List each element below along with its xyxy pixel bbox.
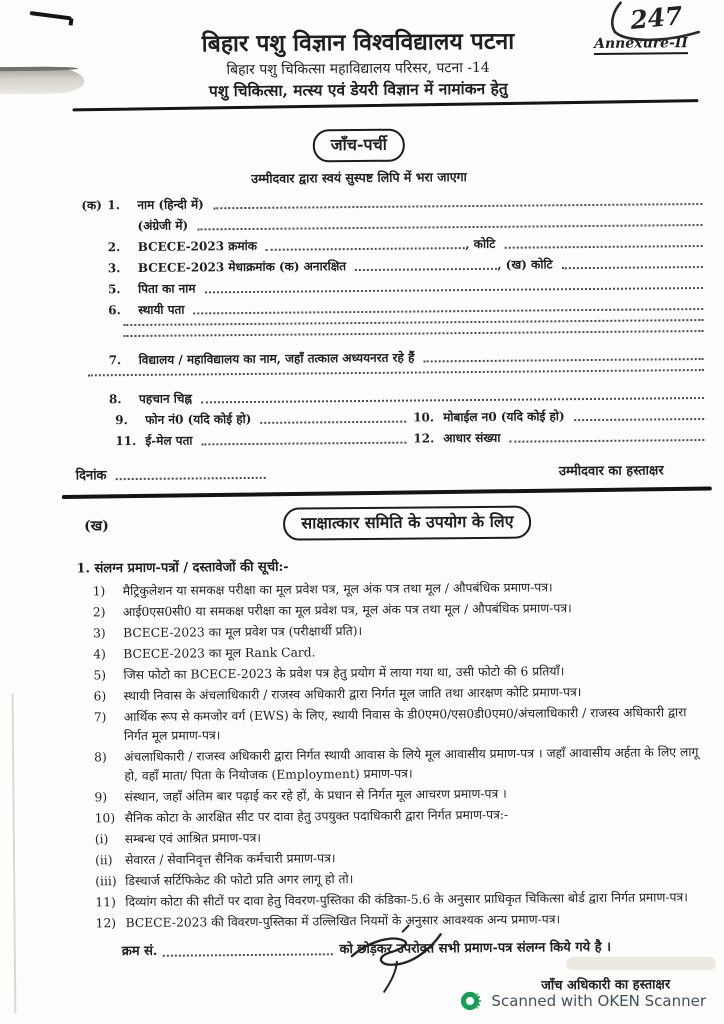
name-english-blank: [197, 214, 702, 230]
scanner-footer: [460, 990, 706, 1012]
field-number: 1.: [107, 198, 120, 213]
fill-instruction: उम्मीदवार द्वारा स्वयं सुस्पष्ट लिपि में भरा जाएगा: [251, 169, 467, 186]
field-number: 9.: [115, 413, 128, 428]
item-number: 7): [93, 709, 107, 724]
campus-subtitle: बिहार पशु चिकित्सा महाविद्यालय परिसर, पटना -14: [226, 59, 490, 79]
checklist-item: [93, 640, 705, 664]
signature-accent: [403, 926, 409, 932]
item-number: (ii): [94, 852, 113, 867]
item-number: 2): [92, 604, 106, 619]
checklist-item: [95, 825, 707, 849]
item-number: 4): [93, 646, 106, 661]
field-number: 2.: [107, 240, 121, 255]
item-number: 9): [94, 789, 108, 804]
section-b-header: [84, 503, 706, 541]
form-row-phone-mobile: [83, 408, 705, 428]
spacer: [83, 434, 109, 449]
form-row-idmark: [83, 387, 705, 407]
date-blank: [115, 464, 265, 480]
closing-suffix: को छोड़कर उपरोक्त सभी प्रमाण-पत्र संलग्न किये गये है ।: [339, 939, 612, 957]
scan-edge-line: [12, 693, 17, 1013]
name-english-label: (अंग्रेजी में): [137, 218, 189, 233]
checklist-item: [94, 703, 706, 746]
address-blank-3: [123, 330, 703, 337]
item-number: 10): [94, 810, 116, 825]
address-continuation-line: [118, 330, 704, 340]
oken-scanner-logo-icon: [460, 990, 482, 1012]
merit-category-blank: [562, 256, 703, 269]
item-text: स्थायी निवास के अंचलाधिकारी / राजस्व अधिकारी द्वारा निर्गत मूल जाति तथा आरक्षण कोटि प्रमाण-पत्र।: [123, 684, 582, 703]
checklist-item: [95, 888, 707, 912]
date-label: दिनांक: [75, 468, 107, 484]
field-number: 11.: [115, 433, 137, 449]
checklist-item: [93, 577, 705, 601]
merit-category-label: , (ख) कोटि: [497, 257, 553, 272]
roll-category-label: , कोटि: [465, 236, 496, 252]
item-number: 11): [95, 894, 116, 909]
mobile-blank: [574, 408, 705, 421]
form-row-email-aadhaar: [83, 429, 705, 449]
name-hindi-label: नाम (हिन्दी में): [137, 197, 204, 212]
item-text: आर्थिक रूप से कमजोर वर्ग (EWS) के लिए, स्थायी निवास के डी0एम0/एस0डी0एम0/अंचलाधिकारी / राजस्व अधिकारी द्वारा निर्गत मूल प्रमाण-पत्र।: [123, 704, 687, 743]
form-row-address: [82, 298, 704, 318]
item-number: 3): [92, 625, 106, 640]
phone-label: फोन नं0 (यदि कोई हो): [145, 411, 252, 427]
spacer: [82, 303, 108, 318]
email-label: ई-मेल पता: [145, 433, 193, 448]
checklist-item: [93, 598, 705, 622]
spacer: [83, 353, 109, 368]
item-text: सैनिक कोटा के आरक्षित सीट पर दावा हेतु उपयुक्त पदाधिकारी द्वारा निर्गत प्रमाण-पत्र:-: [124, 807, 509, 825]
field-number: 5.: [107, 282, 121, 297]
school-blank-2: [88, 369, 704, 376]
spacer: [83, 413, 109, 428]
date-signature-row: [76, 460, 664, 483]
school-continuation-line: [83, 369, 705, 379]
field-number: 8.: [108, 392, 122, 407]
form-row-father: [82, 277, 704, 297]
signature-stroke: [352, 934, 441, 965]
address-continuation-line: [118, 319, 704, 329]
aadhaar-blank: [509, 429, 704, 443]
document-header: [0, 0, 720, 103]
idmark-blank: [201, 387, 704, 403]
field-number: 10.: [413, 410, 435, 425]
candidate-form: [0, 193, 723, 450]
signature-tail: [384, 962, 397, 992]
checklist-item: [93, 661, 705, 685]
father-name-label: पिता का नाम: [137, 281, 196, 296]
documents-checklist: [93, 577, 708, 933]
form-row-roll: [82, 235, 704, 255]
roll-category-blank: [504, 235, 703, 249]
checklist-item: [95, 804, 707, 828]
checklist-item: [94, 743, 706, 786]
scanner-footer-text: Scanned with OKEN Scanner: [491, 992, 706, 1010]
annexure-label: Annexure-II: [594, 35, 688, 55]
form-row-merit: [82, 256, 704, 276]
mobile-col: [413, 408, 705, 426]
item-number: 1): [92, 583, 106, 598]
phone-col: [115, 411, 407, 429]
roll-label: BCECE-2023 क्रमांक: [137, 238, 258, 254]
aadhaar-label: आधार संख्या: [443, 430, 501, 446]
merit-blank: [355, 258, 496, 271]
checklist-item: [94, 682, 706, 706]
item-text: BCECE-2023 की विवरण-पुस्तिका में उल्लिखित नियमों के अनुसार आवश्यक अन्य प्रमाण-पत्र।: [125, 911, 561, 930]
field-number: 12.: [413, 431, 435, 446]
item-text: मैट्रिकुलेशन या समकक्ष परीक्षा का मूल प्रवेश पत्र, मूल अंक पत्र तथा मूल / औपबंधिक प्रमाण-पत्र।: [122, 579, 553, 598]
address-blank: [193, 298, 703, 314]
form-row-name-hindi: [81, 193, 703, 213]
section-b-marker: (ख): [84, 517, 109, 534]
address-blank-2: [123, 319, 703, 326]
item-text: दिव्यांग कोटा की सीटों पर दावा हेतु विवरण-पुस्तिका की कंडिका-5.6 के अनुसार प्राधिकृत चिकित्सा बोर्ड द्वारा निर्गत प्रमाण-पत्र।: [125, 889, 688, 909]
phone-blank: [260, 411, 406, 424]
item-text: अंचलाधिकारी / राजस्व अधिकारी द्वारा निर्गत स्थायी आवास के लिये मूल आवासीय प्रमाण-पत्र । जहाँ आवासीय अर्हता के लिए लागू हो, वहाँ माता/ पिता के नियोजक (Employment) प्रमाण-पत्र।: [124, 744, 699, 783]
section-a-marker: (क): [81, 198, 102, 213]
spacer: [82, 261, 108, 276]
handwritten-number-text: 247: [629, 1, 684, 35]
check-slip-title-box: जाँच-पर्ची: [313, 129, 406, 163]
documents-list-heading: 1. संलग्न प्रमाण-पत्रों / दस्तावेजों की सूची:-: [76, 559, 289, 576]
spacer: [81, 219, 107, 234]
form-row-school: [83, 348, 705, 368]
checklist-item: [94, 783, 706, 807]
checklist-item: [95, 846, 707, 870]
item-text: डिस्चार्ज सर्टिफिकेट की फोटो प्रति अगर लागू हो तो।: [125, 871, 354, 888]
item-number: 6): [93, 688, 107, 703]
field-number: 3.: [107, 261, 121, 276]
spacer: [107, 219, 137, 234]
item-text: BCECE-2023 का मूल Rank Card.: [123, 644, 316, 661]
school-label: विद्यालय / महाविद्यालय का नाम, जहाँ तत्काल अध्ययनरत रहे हैं: [138, 350, 415, 367]
field-number: 6.: [108, 303, 121, 318]
check-slip-title-wrap: [0, 126, 721, 165]
spacer: [82, 240, 108, 255]
closing-prefix: क्रम सं.: [121, 943, 158, 959]
roll-blank: [266, 237, 465, 251]
admission-tagline: पशु चिकित्सा, मत्स्य एवं डेयरी विज्ञान में नामांकन हेतु: [208, 78, 508, 101]
checklist-item: [93, 619, 705, 643]
checklist-item: [95, 867, 707, 891]
item-text: संस्थान, जहाँ अंतिम बार पढ़ाई कर रहे हों, के प्रधान से निर्गत मूल आचरण प्रमाण-पत्र ।: [124, 786, 507, 804]
scan-shadow-artifact: [566, 957, 716, 970]
field-number: 7.: [108, 353, 122, 368]
item-number: (iii): [95, 873, 117, 888]
item-text: सेवारत / सेवानिवृत्त सैनिक कर्मचारी प्रमाण-पत्र।: [124, 850, 336, 867]
item-text: जिस फोटो का BCECE-2023 के प्रवेश पत्र हेतु प्रयोग में लाया गया था, उसी फोटो की 6 प्रतियाँ।: [123, 663, 565, 682]
item-number: 5): [93, 667, 107, 682]
spacer: [83, 392, 109, 407]
father-name-blank: [204, 277, 703, 293]
item-text: आई0एस0सी0 या समकक्ष परीक्षा का मूल प्रवेश पत्र, मूल अंक पत्र तथा मूल / औपबंधिक प्रमाण-पत्र।: [122, 600, 572, 619]
section-divider-rule: [62, 487, 712, 499]
item-number: (i): [94, 831, 109, 846]
idmark-label: पहचान चिह्न: [138, 391, 193, 406]
school-blank: [423, 348, 703, 362]
mobile-label: मोबाईल न0 (यदि कोई हो): [443, 409, 565, 425]
committee-title-box: साक्षात्कार समिति के उपयोग के लिए: [283, 505, 532, 540]
handwritten-signature: [340, 919, 461, 999]
item-number: 8): [94, 749, 107, 764]
email-col: [115, 432, 407, 450]
spacer: [82, 282, 108, 297]
committee-title-wrap: [109, 503, 707, 541]
form-row-name-english: [81, 214, 703, 234]
address-label: स्थायी पता: [138, 302, 185, 317]
officer-signature-label: जाँच अधिकारी का हस्ताक्षर: [541, 976, 671, 993]
item-text: BCECE-2023 का मूल प्रवेश पत्र (परीक्षार्थी प्रति)।: [122, 623, 363, 640]
item-text: सम्बन्ध एवं आश्रित प्रमाण-पत्र।: [124, 830, 262, 846]
email-blank: [201, 432, 406, 446]
aadhaar-col: [413, 429, 705, 447]
closing-blank: [162, 941, 332, 956]
merit-label: BCECE-2023 मेधाक्रमांक (क) अनारक्षित: [137, 259, 347, 275]
name-hindi-blank: [213, 193, 703, 209]
candidate-signature-label: उम्मीदवार का हस्ताक्षर: [558, 463, 664, 480]
university-title: बिहार पशु विज्ञान विश्वविद्यालय पटना: [201, 27, 515, 58]
item-number: 12): [95, 915, 117, 930]
